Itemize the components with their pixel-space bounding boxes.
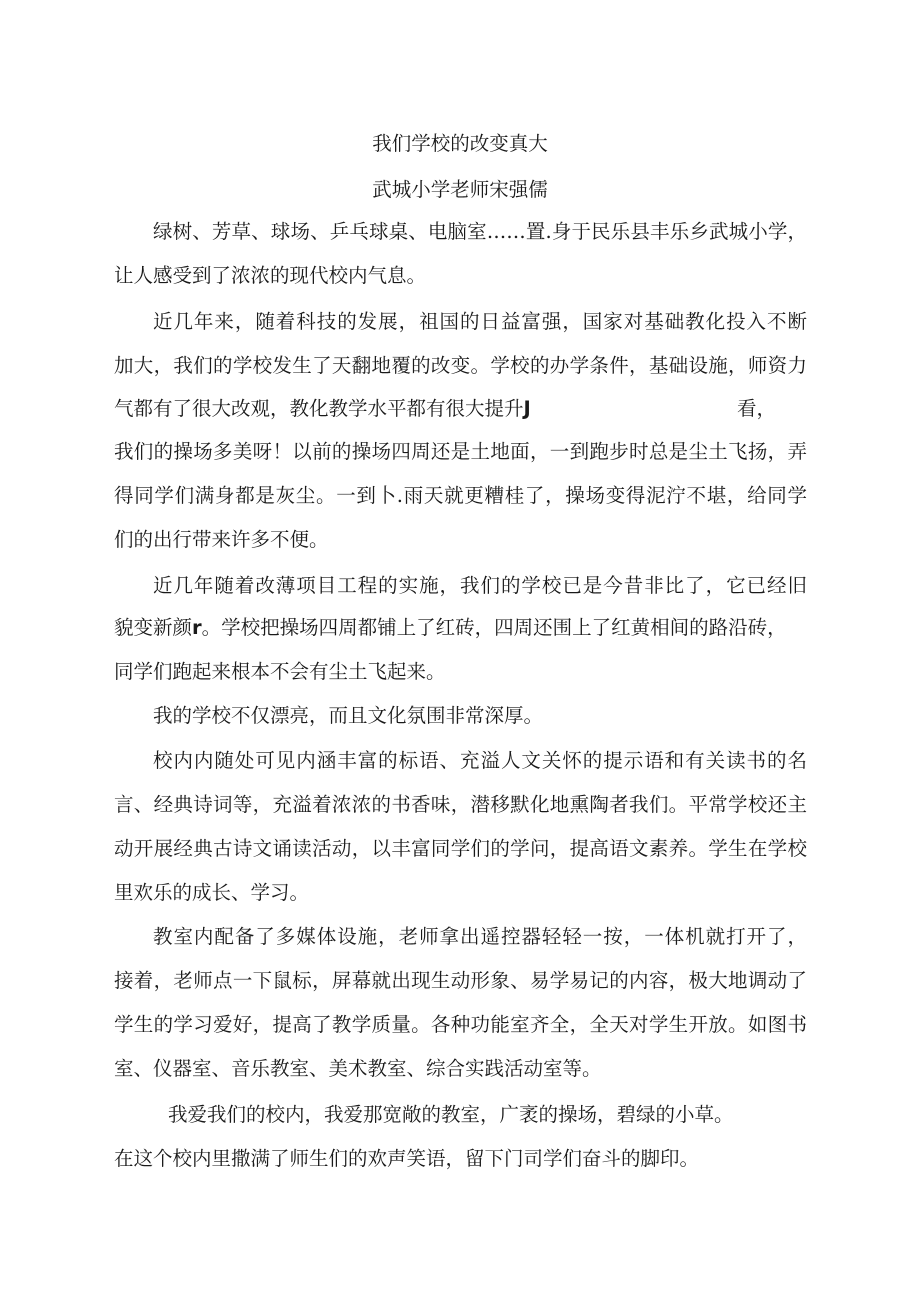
paragraph-line: 校内内随处可见内涵丰富的标语、充溢人文关怀的提示语和有关读书的名 (153, 749, 807, 772)
paragraph-line: 接着，老师点一下鼠标，屏幕就出现生动形象、易学易记的内容，极大地调动了 (114, 969, 807, 992)
paragraph-text: 貌变新颜 (114, 616, 193, 639)
paragraph-line: 我的学校不仅漂亮，而且文化氛围非常深厚。 (153, 704, 544, 727)
paragraph-line (114, 616, 787, 640)
paragraph-line: 动开展经典古诗文诵读活动，以丰富同学们的学问，提高语文素养。学生在学校 (114, 837, 807, 860)
paragraph-line: 近几年随着改薄项目工程的实施，我们的学校已是今昔非比了，它已经旧 (153, 574, 807, 597)
paragraph-line: 同学们跑起来根本不会有尘土飞起来。 (114, 660, 446, 683)
paragraph-line: 在这个校内里撒满了师生们的欢声笑语，留下门司学们奋斗的脚印。 (114, 1147, 700, 1170)
paragraph-line: 教室内配备了多媒体设施，老师拿出遥控器轻轻一按，一体机就打开了， (153, 925, 807, 948)
paragraph-text: 。学校把操场四周都铺上了红砖，四周还围上了红黄相间的路沿砖， (201, 616, 787, 639)
paragraph-line: 们的出行带来许多不便。 (114, 528, 329, 551)
paragraph-line: 得同学们满身都是灰尘。一到卜.雨天就更糟桂了，操场变得泥泞不堪，给同学 (114, 484, 807, 507)
paragraph-line: 学生的学习爱好，提高了教学质量。各种功能室齐全，全天对学生开放。如图书 (114, 1013, 807, 1036)
paragraph-text: 气都有了很大改观，教化教学水平都有很大提升 (114, 397, 524, 420)
paragraph-line: 我们的操场多美呀！以前的操场四周还是土地面，一到跑步时总是尘土飞扬，弄 (114, 440, 807, 463)
paragraph-line (114, 397, 531, 421)
page-title: 我们学校的改变真大 (372, 132, 548, 155)
paragraph-line: 里欢乐的成长、学习。 (114, 881, 310, 904)
paragraph-text: 看， (737, 397, 777, 420)
author-byline: 武城小学老师宋强儒 (372, 178, 548, 201)
paragraph-line: 让人感受到了浓浓的现代校内气息。 (114, 264, 427, 287)
paragraph-line: 绿树、芳草、球场、乒乓球桌、电脑室……置.身于民乐县丰乐乡武城小学， (153, 220, 807, 243)
paragraph-line: 近几年来，随着科技的发展，祖国的日益富强，国家对基础教化投入不断 (153, 310, 807, 333)
stray-glyph: r (192, 616, 202, 639)
stray-glyph: J (523, 397, 531, 420)
paragraph-line: 室、仪器室、音乐教室、美术教室、综合实践活动室等。 (114, 1057, 602, 1080)
paragraph-line: 言、经典诗词等，充溢着浓浓的书香味，潜移默化地熏陶者我们。平常学校还主 (114, 793, 807, 816)
paragraph-line: 我爱我们的校内，我爱那宽敞的教室，广袤的操场，碧绿的小草。 (168, 1103, 734, 1126)
paragraph-line: 加大，我们的学校发生了天翻地覆的改变。学校的办学条件，基础设施，师资力 (114, 354, 807, 377)
